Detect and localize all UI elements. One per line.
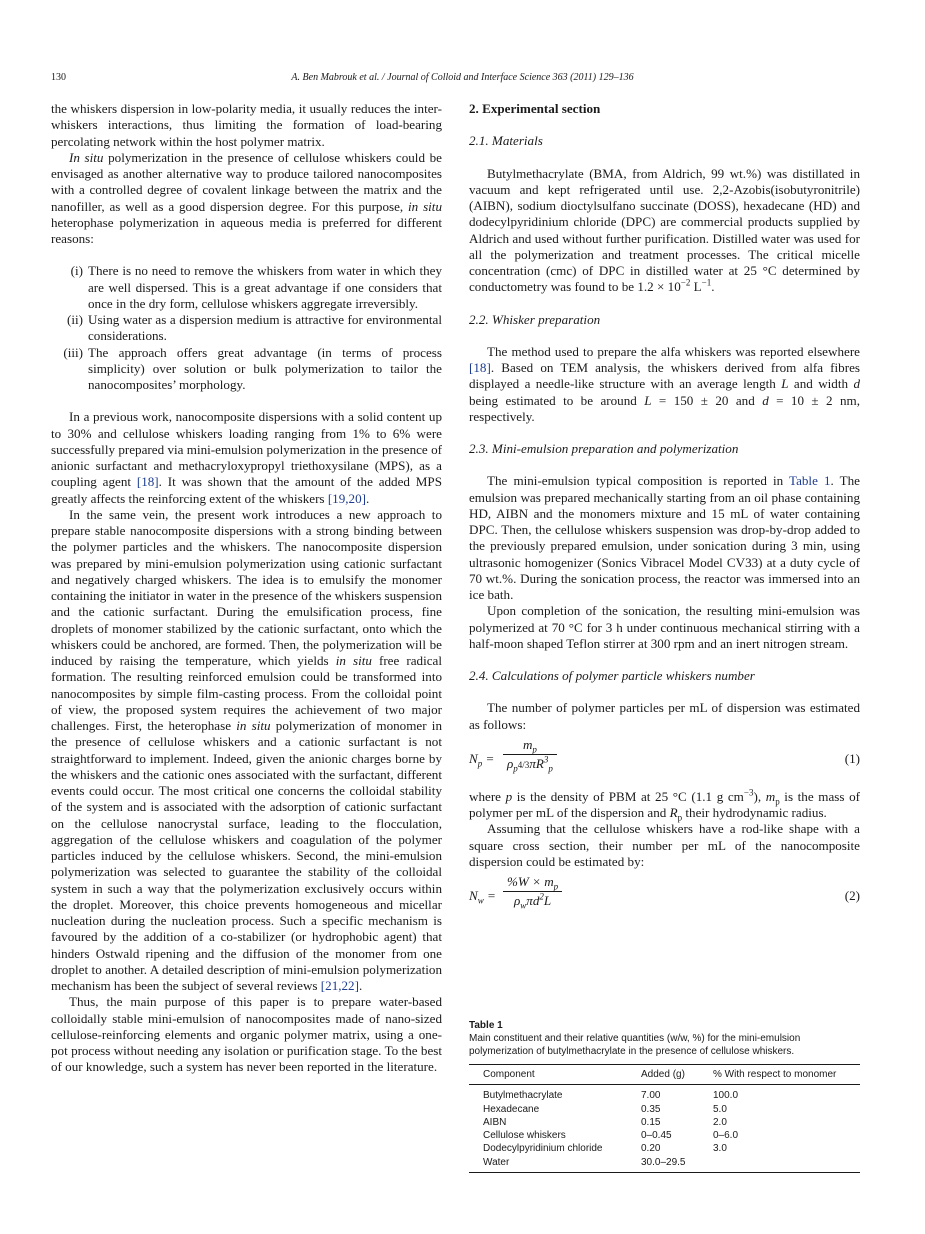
list-marker: (iii) <box>63 344 83 360</box>
table-cell: Water <box>483 1156 510 1168</box>
paragraph <box>51 150 442 248</box>
table-cell: Cellulose whiskers <box>483 1130 566 1142</box>
subsection-heading: 2.1. Materials <box>469 133 543 149</box>
citation-link[interactable]: [19,20] <box>327 490 366 506</box>
table-cell: Dodecylpyridinium chloride <box>483 1143 603 1155</box>
list-item <box>51 263 442 312</box>
equation-fraction <box>503 874 562 910</box>
table-row <box>469 1085 860 1103</box>
paragraph <box>469 166 860 296</box>
fraction-numerator: $m_p$ <box>522 736 537 755</box>
table-cell: 7.00 <box>641 1090 661 1102</box>
table-cell: 0–6.0 <box>713 1130 739 1142</box>
column-header: Added (g) <box>641 1069 685 1080</box>
column-header: Component <box>483 1069 535 1080</box>
reasons-list <box>51 263 442 393</box>
list-item <box>51 345 442 394</box>
text: Butylmethacrylate (BMA, from Aldrich, 99 wt.%) was distillated in vacuum and kept refrigerated until use. 2,2-Azobis(isobutyronitrile) (AIBN), sodium dioctylsulfano succinate (DOSS), hexadecane (HD) and dodecylpyridinium chloride (DPC) are commercial products supplied by Aldrich and used without further purification. Distilled water was used for all the polymerization and treatment processes. The critical micelle concentration (cmc) of DPC in distilled water at 25 °C determined by conductometry was found to be 1.2 × 10 <box>469 165 860 295</box>
text: = 150 ± 20 and <box>651 392 763 408</box>
paragraph: the whiskers dispersion in low-polarity media, it usually reduces the inter-whiskers interactions, thus limiting the formation of load-bearing percolating network within the host polymer matrix. <box>51 101 442 149</box>
table-cell: 0.15 <box>641 1116 661 1128</box>
text: . It was shown that the amount of the added MPS greatly affects the reinforcing extent of the whiskers <box>51 474 442 506</box>
table-1 <box>469 1019 860 1173</box>
text: polymerization in the presence of cellulose whiskers could be envisaged as another alternative way to produce tailored nanocomposites with a controlled degree of covalent linkage between the matrix and the nanofiller, as well as a good dispersion degree. For this purpose, <box>51 149 442 214</box>
text: . The emulsion was prepared mechanically starting from an oil phase containing HD, AIBN and the monomers mixture and 15 mL of water containing DPC. Then, the cellulose whiskers suspension was drop-by-drop added to the previously prepared emulsion, under sonication during 3 min, using ultrasonic homogenizer (Sonics Vibracel Model CV33) at a duty cycle of 70 wt.%. During the sonication process, the reactor was immersed into an ice bath. <box>469 473 860 602</box>
paragraph: where p is the density of PBM at 25 °C (1.1 g $cm^{-3}$), $m_p$ is the mass of polymer per mL of the dispersion and $R_p$ their hydrodynamic radius. <box>469 787 860 823</box>
subsection-heading: 2.2. Whisker preparation <box>469 311 601 327</box>
subsection-heading: 2.3. Mini-emulsion preparation and polymerization <box>469 441 739 456</box>
citation-link[interactable]: [21,22] <box>320 978 359 993</box>
citation-link[interactable]: [18] <box>469 360 491 375</box>
citation-link[interactable]: [18] <box>136 474 159 490</box>
emphasis: in situ <box>408 198 442 214</box>
running-head: A. Ben Mabrouk et al. / Journal of Colloid and Interface Science 363 (2011) 129–136 <box>291 72 634 83</box>
table-cell: Hexadecane <box>483 1103 540 1115</box>
paragraph <box>51 507 442 995</box>
column-header: % With respect to monomer <box>713 1069 837 1080</box>
table-cell: 2.0 <box>713 1116 727 1128</box>
fraction-numerator: $\%W \times m_p$ <box>507 874 559 892</box>
table-cell: 30.0–29.5 <box>641 1156 686 1168</box>
equation-2 <box>469 874 860 922</box>
list-marker: (i) <box>70 263 83 279</box>
text: The method used to prepare the alfa whiskers was reported elsewhere <box>487 343 860 359</box>
page-number: 130 <box>51 72 66 83</box>
fraction-denominator: $\rho_w\pi d^2L$ <box>513 891 552 911</box>
text: being estimated to be around <box>469 392 645 408</box>
table-cell: 0.20 <box>641 1143 661 1155</box>
equation-number: (2) <box>844 888 860 903</box>
emphasis: d <box>853 376 860 392</box>
table-row <box>469 1129 860 1142</box>
text: L <box>690 279 702 295</box>
text: heterophase polymerization in aqueous media is preferred for different reasons: <box>51 214 442 246</box>
text: and width <box>788 376 854 392</box>
emphasis: in situ <box>335 653 372 668</box>
equation-number: (1) <box>844 750 860 766</box>
table-header-row <box>469 1065 860 1085</box>
text: free radical formation. The resulting reinforced emulsion could be transformed into nanocomposites by simple film-casting process. From the colloidal point of view, the proposed system requires the achievement of two major challenges. First, the heterophase <box>51 653 442 733</box>
table-reference-link[interactable]: Table 1 <box>788 473 831 489</box>
equation-1 <box>469 737 860 785</box>
list-item-text: The approach offers great advantage (in terms of process simplicity) over solution or bulk polymerization to tailor the nanocomposites’ morphology. <box>88 344 442 392</box>
section-heading: 2. Experimental section <box>469 101 601 116</box>
table-row <box>469 1116 860 1129</box>
table-row <box>469 1103 860 1116</box>
table-cell: 100.0 <box>713 1090 739 1102</box>
table-cell: 3.0 <box>713 1143 727 1155</box>
emphasis: in situ <box>236 718 271 733</box>
table-row <box>469 1142 860 1155</box>
left-column <box>51 101 442 1076</box>
equation-fraction <box>503 737 557 774</box>
emphasis: L <box>644 392 652 408</box>
table-cell <box>713 1156 860 1173</box>
fraction-bar <box>503 754 557 755</box>
table-title: Table 1 <box>469 1020 503 1031</box>
table-row <box>469 1156 860 1173</box>
emphasis: d <box>762 392 769 408</box>
text: = 10 ± 2 nm, respectively. <box>469 392 860 424</box>
text: In a previous work, nanocomposite dispersions with a solid content up to 30% and cellulose whiskers loading ranging from 1% to 6% were successfully prepared via mini-emulsion polymerization in the presence of anionic surfactant and methacryloxypropyl triethoxysilane (MPS), as a coupling agent <box>51 409 442 490</box>
equation-lhs: $N_w$ = <box>469 888 496 906</box>
text: . Based on TEM analysis, the whiskers derived from alfa fibres displayed a needle-like structure with an average length <box>469 360 860 392</box>
list-marker: (ii) <box>67 312 83 327</box>
text: . <box>711 279 715 295</box>
table-cell: 5.0 <box>713 1103 727 1115</box>
list-item <box>51 312 442 345</box>
paragraph <box>469 344 860 425</box>
table-cell: 0.35 <box>641 1103 661 1115</box>
text: The mini-emulsion typical composition is reported in <box>487 473 789 489</box>
table-cell: 0–0.45 <box>641 1130 672 1142</box>
table-cell: AIBN <box>483 1116 507 1128</box>
superscript: −1 <box>701 277 712 288</box>
list-item-text: Using water as a dispersion medium is attractive for environmental considerations. <box>88 312 442 344</box>
table-caption: Main constituent and their relative quantities (w/w, %) for the mini-emulsion polymerization of butylmethacrylate in the presence of cellulose whiskers. <box>469 1033 801 1057</box>
list-item-text: There is no need to remove the whiskers from water in which they are well dispersed. This is a great advantage if one considers that once in the dry form, cellulose whiskers aggregate irreversibly. <box>88 263 442 311</box>
text: polymerization of monomer in the presence of cellulose whiskers and a cationic surfactant is not straightforward to implement. Indeed, given the anionic charges borne by the whiskers and the cationic ones associated with the surfactant, different events could occur. The most critical one concerns the colloidal stability of the system and is associated with the adsorption of cationic surfactant on the cellulose nanocrystal surface, leading to the flocculation, aggregation of the cellulose whiskers and coagulation of the polymer particles induced by the cellulose whiskers. Second, the mini-emulsion polymerization was selected to guarantee the stability of the colloidal system in such a way that the polymerization exclusively occurs within the droplet. Moreover, this choice prevents homogeneous and micellar nucleation during the nucleation process. Such a specific mechanism is favoured by the addition of a co-stabilizer (or hydrophobic agent) that hinders Ostwald ripening and the diffusion of the monomer from one droplet to another. A detailed description of mini-emulsion polymerization mechanism has been the subject of several reviews <box>51 718 442 993</box>
fraction-denominator: $\rho_p4/3\pi R^3_p$ <box>507 754 553 774</box>
paragraph: The number of polymer particles per mL of dispersion was estimated as follows: <box>469 700 860 732</box>
emphasis: L <box>781 376 789 392</box>
paragraph: Thus, the main purpose of this paper is to prepare water-based colloidally stable mini-emulsion of nanocomposites made of nano-sized cellulose-reinforcing elements and organic polymer matrix, using a one-pot process without needing any isolation or purification stage. To the best of our knowledge, such a system has never been reported in the literature. <box>51 994 442 1075</box>
paragraph <box>51 409 442 507</box>
text: In the same vein, the present work introduces a new approach to prepare stable nanocomposite dispersions with a strong binding between the polymer particles and the whiskers. The nanocomposite dispersion was prepared by mini-emulsion polymerization using cationic surfactant and negatively charged whiskers. The idea is to emulsify the monomer containing the initiator in water in the presence of the whiskers suspension and the cationic surfactant. During the emulsification process, fine droplets of monomer stabilized by the cationic surfactant, onto which the whiskers could be anchored, are formed. Then, the polymerization will be induced by raising the temperature, which yields <box>51 506 442 668</box>
text: . <box>358 978 363 993</box>
superscript: −2 <box>680 277 691 288</box>
table-cell: Butylmethacrylate <box>483 1090 563 1102</box>
right-column <box>469 101 860 926</box>
paragraph <box>469 473 860 603</box>
equation-lhs: $N_p$ = <box>469 750 495 769</box>
paragraph: Upon completion of the sonication, the resulting mini-emulsion was polymerized at 70 °C for 3 h under continuous mechanical stirring with a half-moon shaped Teflon stirrer at 300 rpm and an inert nitrogen stream. <box>469 603 860 651</box>
subsection-heading: 2.4. Calculations of polymer particle whiskers number <box>469 668 755 683</box>
emphasis: In situ <box>69 149 104 165</box>
data-table <box>469 1064 860 1173</box>
paragraph: Assuming that the cellulose whiskers have a rod-like shape with a square cross section, their number per mL of the nanocomposite dispersion could be estimated by: <box>469 821 860 869</box>
text: . <box>366 490 370 506</box>
